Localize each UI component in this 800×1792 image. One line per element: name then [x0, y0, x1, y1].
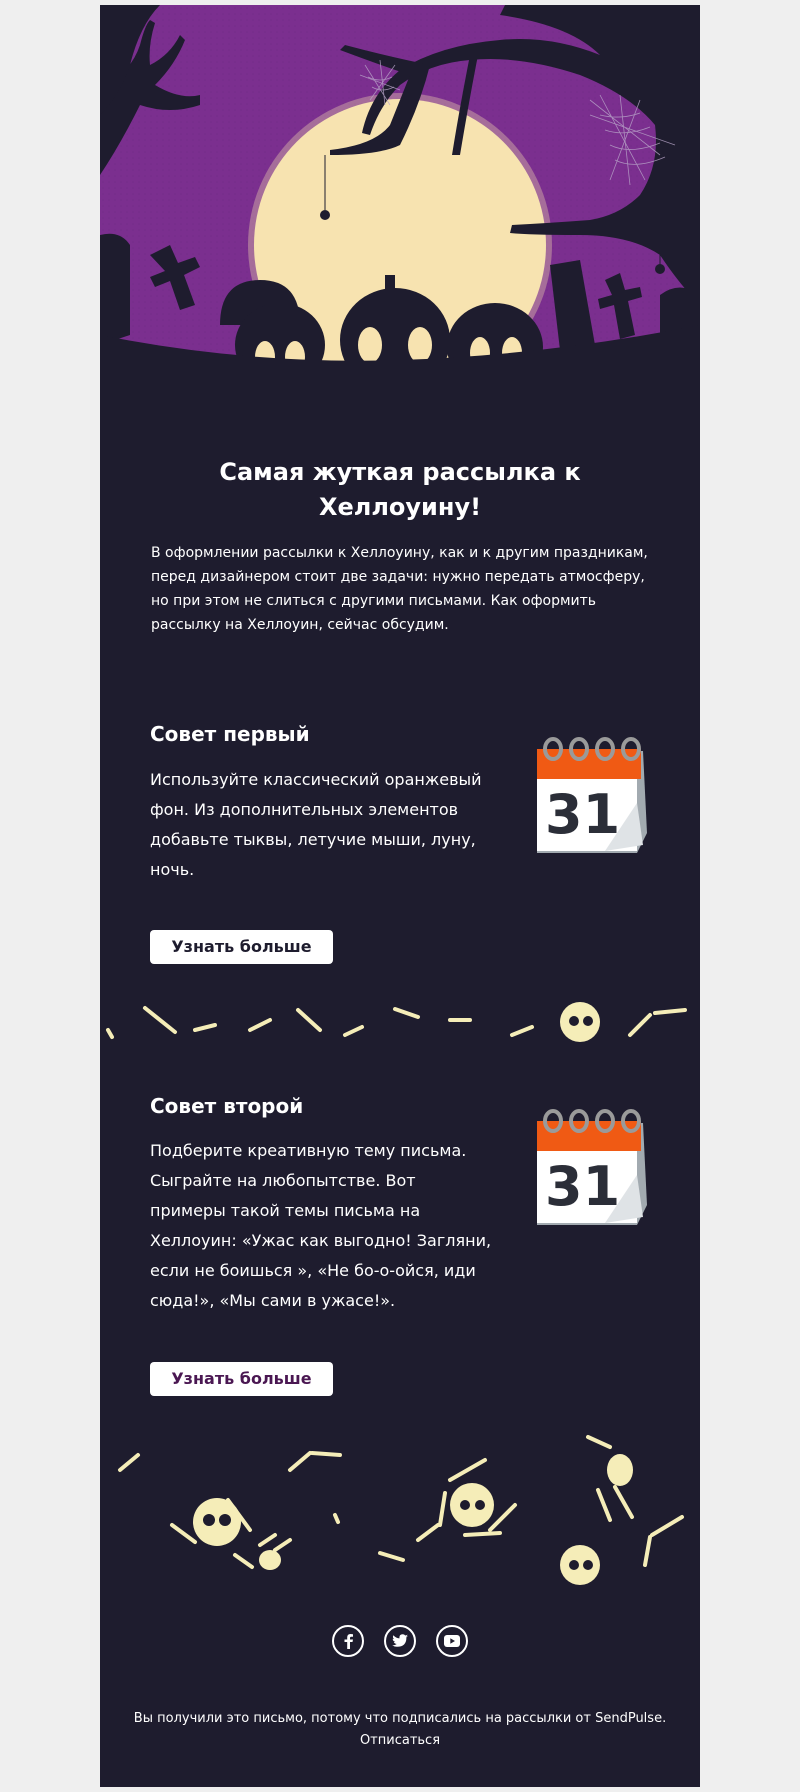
- facebook-icon: [341, 1633, 355, 1649]
- svg-text:31: 31: [545, 783, 621, 846]
- bones-icon: [100, 995, 700, 1055]
- footer: [100, 1708, 700, 1752]
- twitter-icon[interactable]: [384, 1625, 416, 1657]
- twitter-icon: [392, 1634, 408, 1648]
- intro-text: В оформлении рассылки к Хеллоуину, как и к другим праздникам, перед дизайнером стоит две задачи: нужно передать атмосферу, но при этом не слиться с другими письмами. Как оформить рассылку на Хеллоуин, сейчас обсудим.: [151, 545, 648, 633]
- youtube-icon: [444, 1635, 460, 1647]
- hero-illustration: [100, 5, 700, 395]
- social-links: [100, 1625, 700, 1657]
- youtube-icon[interactable]: [436, 1625, 468, 1657]
- halloween-scene-icon: [100, 5, 700, 395]
- footer-notice: Вы получили это письмо, потому что подписались на рассылки от SendPulse.: [133, 1711, 667, 1726]
- facebook-icon[interactable]: [332, 1625, 364, 1657]
- email-body: [100, 5, 700, 1787]
- skeleton-pile: [100, 1425, 700, 1595]
- bones-divider: [100, 995, 700, 1055]
- calendar-icon: [535, 733, 650, 853]
- tip-1-title: Совет первый: [150, 722, 310, 746]
- tip-2-title: Совет второй: [150, 1094, 304, 1118]
- tip-2-text: Подберите креативную тему письма. Сыграйте на любопытстве. Вот примеры такой темы письма на Хеллоуин: «Ужас как выгодно! Загляни, если не боишься », «Не бо-о-ойся, иди сюда!», «Мы сами в ужасе!».: [150, 1141, 492, 1310]
- unsubscribe-link[interactable]: Отписаться: [359, 1733, 441, 1748]
- learn-more-button-1[interactable]: Узнать больше: [150, 930, 333, 964]
- skeleton-icon: [100, 1425, 700, 1595]
- calendar-icon: [535, 1105, 650, 1225]
- svg-text:31: 31: [545, 1155, 621, 1218]
- learn-more-button-2[interactable]: Узнать больше: [150, 1362, 333, 1396]
- headline: Самая жуткая рассылка к Хеллоуину!: [219, 458, 581, 521]
- tip-1-text: Используйте классический оранжевый фон. Из дополнительных элементов добавьте тыквы, летучие мыши, луну, ночь.: [150, 770, 482, 879]
